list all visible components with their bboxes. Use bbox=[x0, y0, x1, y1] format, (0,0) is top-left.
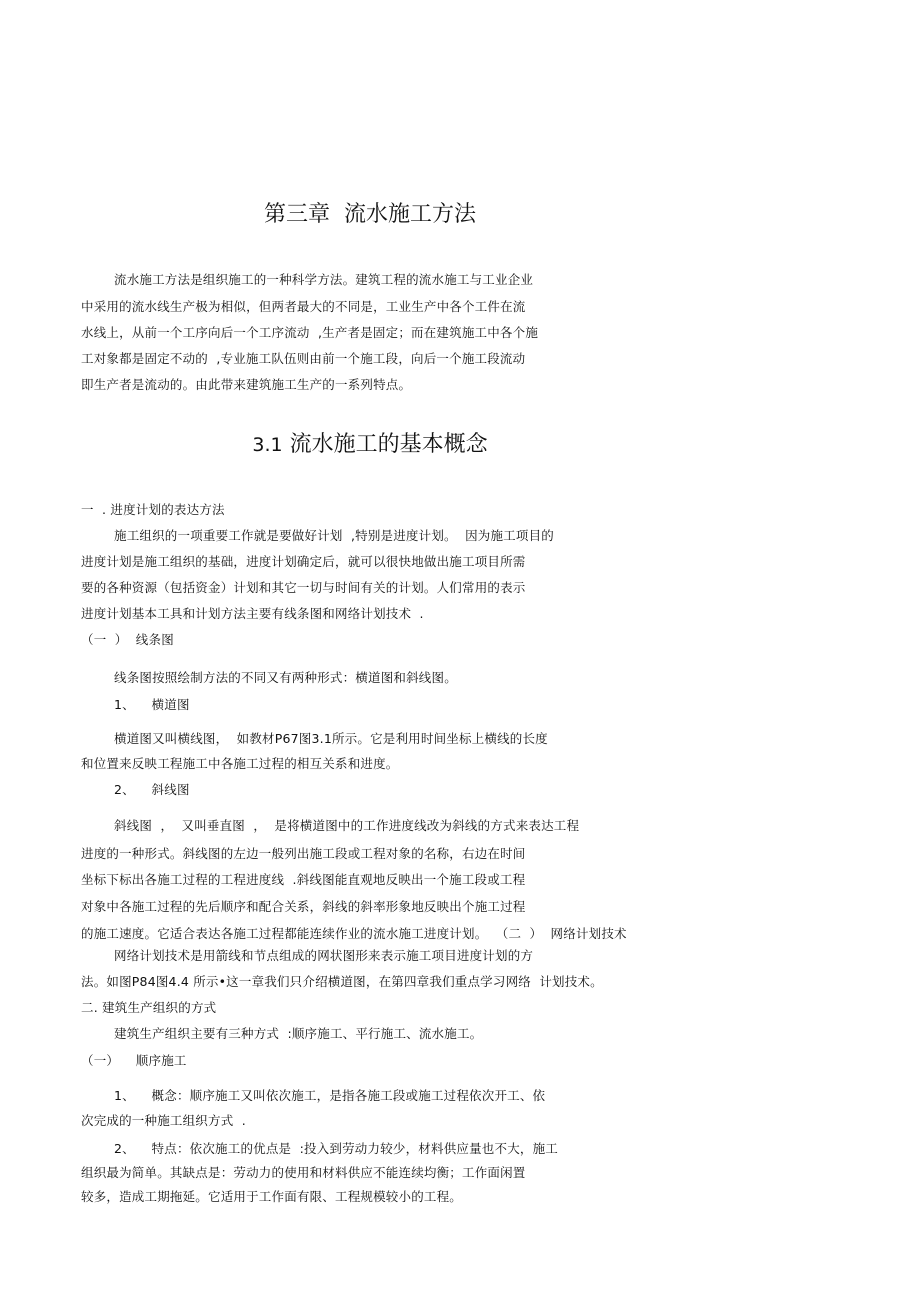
paragraph-line: 1、 概念：顺序施工又叫依次施工，是指各施工段或施工过程依次开工、依 bbox=[114, 1088, 546, 1103]
subheading-line: （一） 顺序施工 bbox=[81, 1053, 187, 1068]
paragraph-line: 的施工速度。它适合表达各施工过程都能连续作业的流水施工进度计划。 （二 ） 网络计划技术 bbox=[81, 926, 627, 941]
chapter-title: 第三章 流水施工方法 bbox=[264, 202, 476, 227]
paragraph-line: 进度计划基本工具和计划方法主要有线条图和网络计划技术 . bbox=[81, 606, 424, 621]
subheading-line: （一 ） 线条图 bbox=[81, 632, 174, 647]
section-heading bbox=[0, 431, 740, 459]
paragraph-line: 施工组织的一项重要工作就是要做好计划 ,特别是进度计划。 因为施工项目的 bbox=[114, 528, 554, 543]
paragraph-line: 进度的一种形式。斜线图的左边一般列出施工段或工程对象的名称，右边在时间 bbox=[81, 846, 526, 861]
heading-line: 二. 建筑生产组织的方式 bbox=[81, 1000, 217, 1015]
paragraph-line: 2、 特点：依次施工的优点是 :投入到劳动力较少，材料供应量也不大，施工 bbox=[114, 1141, 559, 1156]
intro-line: 水线上，从前一个工序向后一个工序流动 ,生产者是固定；而在建筑施工中各个施 bbox=[81, 325, 539, 340]
paragraph-line: 较多，造成工期拖延。它适用于工作面有限、工程规模较小的工程。 bbox=[81, 1189, 463, 1204]
intro-line: 流水施工方法是组织施工的一种科学方法。建筑工程的流水施工与工业企业 bbox=[114, 272, 534, 287]
section-number: 3.1 bbox=[252, 434, 283, 456]
paragraph-line: 横道图又叫横线图， 如教材P67图3.1所示。它是利用时间坐标上横线的长度 bbox=[114, 731, 548, 746]
heading-line: 一 . 进度计划的表达方法 bbox=[81, 502, 225, 517]
paragraph-line: 进度计划是施工组织的基础，进度计划确定后，就可以很快地做出施工项目所需 bbox=[81, 554, 526, 569]
intro-line: 中采用的流水线生产极为相似，但两者最大的不同是，工业生产中各个工件在流 bbox=[81, 299, 526, 314]
item-heading: 1、 横道图 bbox=[114, 697, 190, 712]
paragraph-line: 组织最为简单。其缺点是：劳动力的使用和材料供应不能连续均衡；工作面闲置 bbox=[81, 1165, 526, 1180]
item-heading: 2、 斜线图 bbox=[114, 782, 190, 797]
paragraph-line: 建筑生产组织主要有三种方式 :顺序施工、平行施工、流水施工。 bbox=[114, 1026, 483, 1041]
paragraph-line: 网络计划技术是用箭线和节点组成的网状图形来表示施工项目进度计划的方 bbox=[114, 948, 534, 963]
intro-line: 工对象都是固定不动的 ,专业施工队伍则由前一个施工段，向后一个施工段流动 bbox=[81, 351, 526, 366]
paragraph-line: 次完成的一种施工组织方式 . bbox=[81, 1113, 246, 1128]
intro-line: 即生产者是流动的。由此带来建筑施工生产的一系列特点。 bbox=[81, 377, 412, 392]
paragraph-line: 和位置来反映工程施工中各施工过程的相互关系和进度。 bbox=[81, 756, 399, 771]
paragraph-line: 对象中各施工过程的先后顺序和配合关系，斜线的斜率形象地反映出个施工过程 bbox=[81, 899, 526, 914]
section-title: 流水施工的基本概念 bbox=[289, 432, 488, 457]
paragraph-line: 线条图按照绘制方法的不同又有两种形式：横道图和斜线图。 bbox=[114, 670, 457, 685]
paragraph-line: 坐标下标出各施工过程的工程进度线 .斜线图能直观地反映出一个施工段或工程 bbox=[81, 872, 526, 887]
paragraph-line: 斜线图 ， 又叫垂直图 ， 是将横道图中的工作进度线改为斜线的方式来表达工程 bbox=[114, 818, 580, 833]
paragraph-line: 法。如图P84图4.4 所示•这一章我们只介绍横道图，在第四章我们重点学习网络 计划技术。 bbox=[81, 974, 603, 989]
paragraph-line: 要的各种资源（包括资金）计划和其它一切与时间有关的计划。人们常用的表示 bbox=[81, 580, 526, 595]
